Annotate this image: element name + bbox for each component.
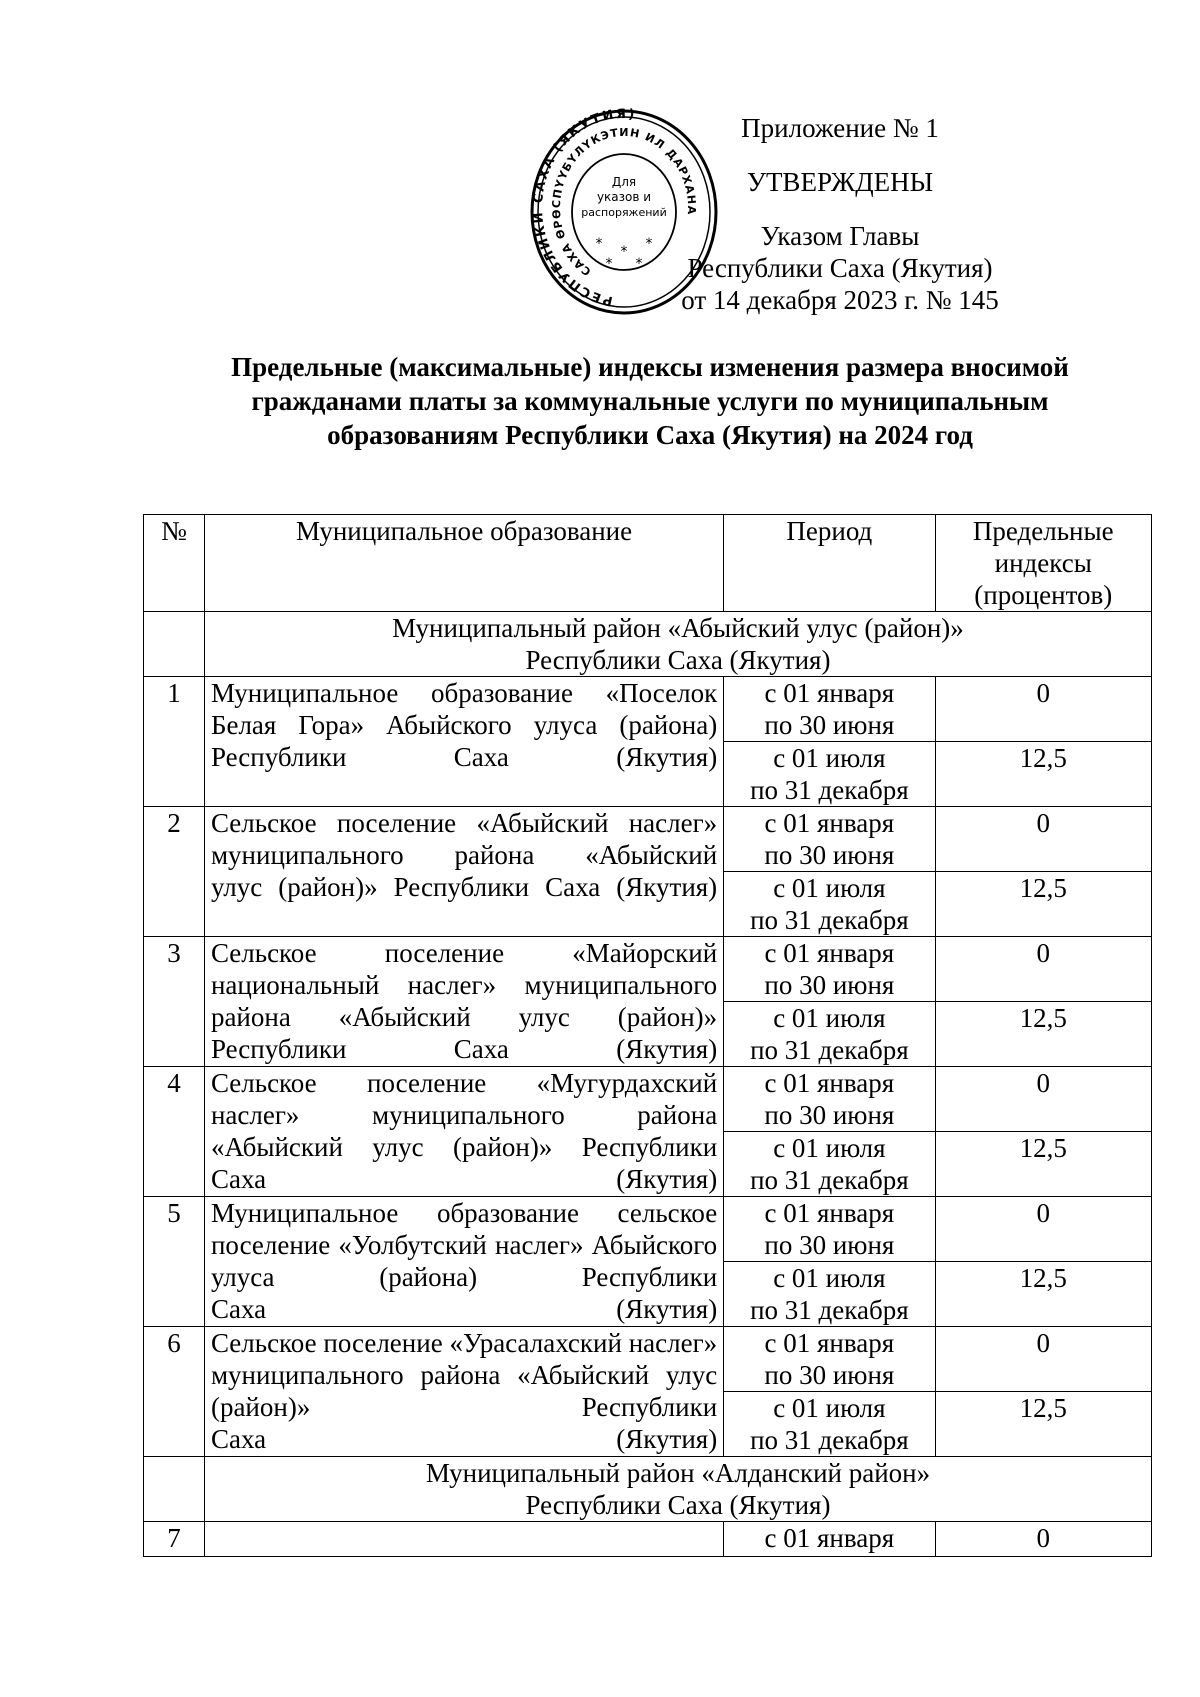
header-municipality: Муниципальное образование bbox=[204, 515, 723, 612]
municipality-cell bbox=[204, 677, 723, 807]
header-limit-index-line1: Предельные bbox=[972, 516, 1114, 546]
period-cell bbox=[724, 1067, 935, 1132]
section-title bbox=[204, 612, 1151, 677]
index-value: 0 bbox=[935, 937, 1151, 1002]
period-from: с 01 января bbox=[764, 1198, 895, 1228]
municipality-cell bbox=[204, 1522, 723, 1557]
title-line-1: Предельные (максимальные) индексы изменения размера вносимой bbox=[231, 352, 1069, 382]
row-number: 5 bbox=[144, 1197, 205, 1327]
municipality-name: Сельское поселение «Урасалахский наслег» муниципального района «Абыйский улус (район)» Республики bbox=[210, 1328, 718, 1422]
document-title bbox=[140, 350, 1160, 452]
index-value: 0 bbox=[935, 1522, 1151, 1557]
municipality-name-end: Саха (Якутия) bbox=[210, 1164, 718, 1194]
seal-ring-text-inner: САХА ӨРӨСПҮҮБҮЛҮКЭТИН ИЛ ДАРХАНА bbox=[549, 125, 699, 279]
index-value: 12,5 bbox=[935, 742, 1151, 807]
municipality-name-end: Саха (Якутия) bbox=[210, 1424, 718, 1454]
index-value: 12,5 bbox=[935, 1392, 1151, 1457]
table-row bbox=[144, 1522, 1152, 1557]
section-title-line2: Республики Саха (Якутия) bbox=[525, 1490, 831, 1520]
municipality-cell bbox=[204, 937, 723, 1067]
municipality-name: Сельское поселение «Мугурдахский наслег» муниципального района «Абыйский улус (район)» Республики bbox=[210, 1068, 718, 1162]
header-number: № bbox=[144, 515, 205, 612]
row-number: 7 bbox=[144, 1522, 205, 1557]
period-to: по 31 декабря bbox=[750, 1165, 909, 1195]
section-title-line2: Республики Саха (Якутия) bbox=[525, 645, 831, 675]
table-row bbox=[144, 1197, 1152, 1262]
period-from: с 01 января bbox=[764, 1068, 895, 1098]
period-from: с 01 января bbox=[764, 808, 895, 838]
period-from: с 01 июля bbox=[773, 743, 886, 773]
seal-center-line2: указов и bbox=[596, 190, 652, 204]
index-value: 12,5 bbox=[935, 1262, 1151, 1327]
period-from: с 01 июля bbox=[773, 1393, 886, 1423]
period-to: по 31 декабря bbox=[750, 1425, 909, 1455]
title-line-3: образованиям Республики Саха (Якутия) на 2024 год bbox=[327, 420, 973, 450]
appendix-number: Приложение № 1 bbox=[741, 113, 939, 143]
index-value: 12,5 bbox=[935, 1132, 1151, 1197]
period-to: по 30 июня bbox=[764, 1360, 895, 1390]
period-cell bbox=[724, 677, 935, 742]
municipality-name-end: Саха (Якутия) bbox=[210, 1294, 718, 1324]
period-to: по 31 декабря bbox=[750, 1035, 909, 1065]
period-cell bbox=[724, 1132, 935, 1197]
decree-line-1: Указом Главы bbox=[760, 221, 920, 251]
row-number: 3 bbox=[144, 937, 205, 1067]
svg-text:*: * bbox=[620, 244, 628, 260]
period-from: с 01 июля bbox=[773, 1263, 886, 1293]
period-from: с 01 июля bbox=[773, 1133, 886, 1163]
header-period: Период bbox=[724, 515, 935, 612]
section-title bbox=[204, 1457, 1151, 1522]
period-cell bbox=[724, 1262, 935, 1327]
period-cell bbox=[724, 1327, 935, 1392]
period-from: с 01 июля bbox=[773, 1003, 886, 1033]
section-title-line1: Муниципальный район «Абыйский улус (район)» bbox=[392, 613, 964, 643]
seal-center-line1: Для bbox=[611, 175, 637, 189]
decree-line-2: Республики Саха (Якутия) bbox=[687, 253, 993, 283]
table-header-row bbox=[144, 515, 1152, 612]
section-row bbox=[144, 1457, 1152, 1522]
municipality-name: Сельское поселение «Майорский национальный наслег» муниципального района «Абыйский улус (район)» bbox=[210, 938, 718, 1032]
municipality-cell bbox=[204, 807, 723, 937]
index-value: 12,5 bbox=[935, 1002, 1151, 1067]
approval-block bbox=[640, 112, 1040, 316]
period-from: с 01 января bbox=[764, 938, 895, 968]
period-cell bbox=[724, 872, 935, 937]
row-number: 4 bbox=[144, 1067, 205, 1197]
index-value: 0 bbox=[935, 807, 1151, 872]
municipality-cell bbox=[204, 1197, 723, 1327]
svg-text:*: * bbox=[645, 236, 653, 252]
period-to: по 30 июня bbox=[764, 970, 895, 1000]
period-from: с 01 января bbox=[724, 1522, 935, 1557]
header-limit-index-line3: (процентов) bbox=[974, 580, 1113, 610]
table-row bbox=[144, 677, 1152, 742]
municipality-name: Сельское поселение «Абыйский наслег» муниципального района «Абыйский bbox=[210, 808, 718, 870]
header-limit-index bbox=[935, 515, 1151, 612]
index-value: 0 bbox=[935, 1197, 1151, 1262]
period-to: по 30 июня bbox=[764, 710, 895, 740]
municipality-name-end: улус (район)» Республики Саха (Якутия) bbox=[210, 872, 718, 902]
index-value: 0 bbox=[935, 1067, 1151, 1132]
municipality-name-end: Республики Саха (Якутия) bbox=[210, 1034, 718, 1064]
title-line-2: гражданами платы за коммунальные услуги по муниципальным bbox=[251, 386, 1049, 416]
period-cell bbox=[724, 1002, 935, 1067]
municipality-name: Муниципальное образование «Поселок Белая Гора» Абыйского улуса (района) bbox=[210, 678, 718, 740]
period-to: по 31 декабря bbox=[750, 905, 909, 935]
period-to: по 31 декабря bbox=[750, 775, 909, 805]
svg-text:*: * bbox=[635, 256, 643, 272]
period-cell bbox=[724, 1392, 935, 1457]
municipality-name: Муниципальное образование сельское поселение «Уолбутский наслег» Абыйского улуса (района) Республики bbox=[210, 1198, 718, 1292]
index-value: 0 bbox=[935, 677, 1151, 742]
table-row bbox=[144, 807, 1152, 872]
period-to: по 30 июня bbox=[764, 840, 895, 870]
row-number: 1 bbox=[144, 677, 205, 807]
index-value: 0 bbox=[935, 1327, 1151, 1392]
svg-text:*: * bbox=[605, 256, 613, 272]
table-row bbox=[144, 1327, 1152, 1392]
period-from: с 01 июля bbox=[773, 873, 886, 903]
municipality-name-end: Республики Саха (Якутия) bbox=[210, 742, 718, 772]
municipality-cell bbox=[204, 1067, 723, 1197]
row-number: 6 bbox=[144, 1327, 205, 1457]
approved-label: УТВЕРЖДЕНЫ bbox=[746, 167, 934, 197]
period-to: по 30 июня bbox=[764, 1230, 895, 1260]
period-to: по 31 декабря bbox=[750, 1295, 909, 1325]
seal-center-line3: распоряжений bbox=[581, 206, 667, 219]
period-cell bbox=[724, 1197, 935, 1262]
period-to: по 30 июня bbox=[764, 1100, 895, 1130]
table-row bbox=[144, 1067, 1152, 1132]
period-cell bbox=[724, 807, 935, 872]
decree-line-3: от 14 декабря 2023 г. № 145 bbox=[681, 285, 999, 315]
section-number-cell bbox=[144, 612, 205, 677]
section-number-cell bbox=[144, 1457, 205, 1522]
row-number: 2 bbox=[144, 807, 205, 937]
svg-text:*: * bbox=[595, 236, 603, 252]
period-from: с 01 января bbox=[764, 1328, 895, 1358]
header-limit-index-line2: индексы bbox=[994, 548, 1092, 578]
indices-table bbox=[143, 514, 1152, 1557]
section-title-line1: Муниципальный район «Алданский район» bbox=[425, 1458, 931, 1488]
seal-ring-text-outer: РЕСПУБЛИКИ САХА (ЯКУТИЯ) bbox=[530, 108, 638, 309]
municipality-cell bbox=[204, 1327, 723, 1457]
section-row bbox=[144, 612, 1152, 677]
table-row bbox=[144, 937, 1152, 1002]
index-value: 12,5 bbox=[935, 872, 1151, 937]
period-from: с 01 января bbox=[764, 678, 895, 708]
period-cell bbox=[724, 742, 935, 807]
period-cell bbox=[724, 937, 935, 1002]
